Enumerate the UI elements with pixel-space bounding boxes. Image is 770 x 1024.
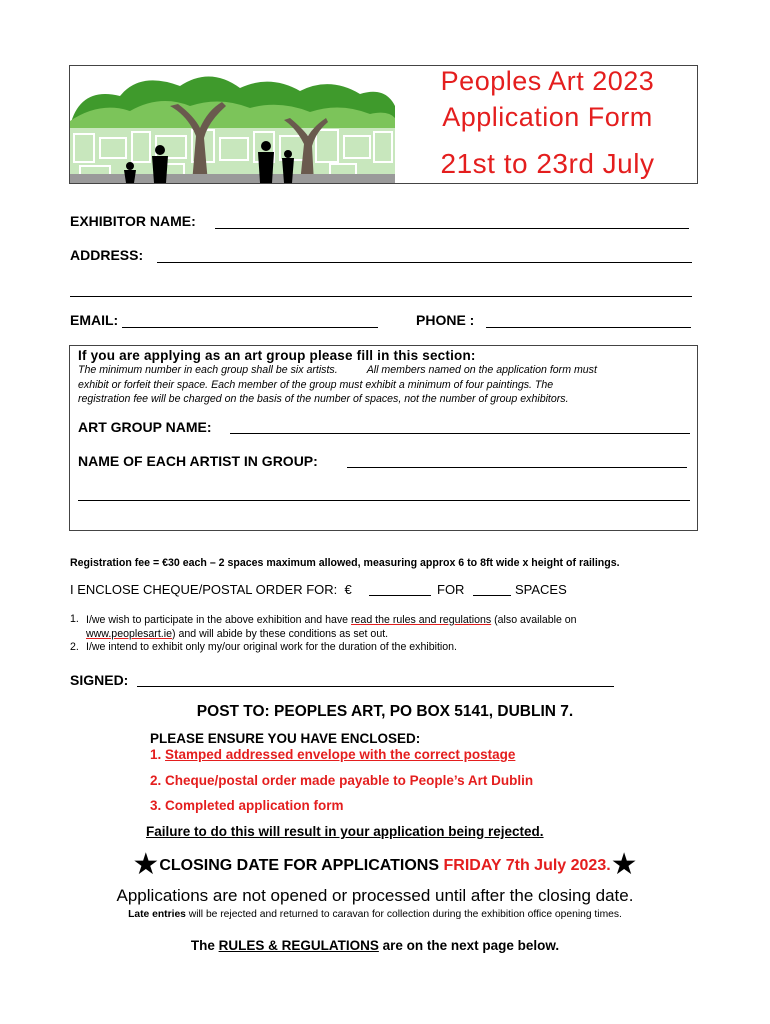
post-to-address: POST TO: PEOPLES ART, PO BOX 5141, DUBLIN 7. xyxy=(196,703,574,720)
email-label: EMAIL: xyxy=(70,312,119,328)
term-1-end: ) and will abide by these conditions as set out. xyxy=(171,628,389,640)
event-dates: 21st to 23rd July xyxy=(440,148,655,179)
enclosed-item-2 xyxy=(150,773,533,788)
art-group-name-label: ART GROUP NAME: xyxy=(78,419,212,435)
spaces-label: SPACES xyxy=(515,582,567,597)
rules-note xyxy=(0,938,750,953)
address-field-line1[interactable] xyxy=(157,262,692,263)
art-group-name-field[interactable] xyxy=(230,433,690,434)
email-field[interactable] xyxy=(122,327,378,328)
exhibitor-name-label: EXHIBITOR NAME: xyxy=(70,213,196,229)
enclosed-item-1-number: 1. xyxy=(150,747,162,762)
rules-note-pre: The xyxy=(190,938,219,953)
term-1-post: (also available on xyxy=(491,614,577,626)
enclosed-item-3-text: Completed application form xyxy=(165,798,344,813)
address-label: ADDRESS: xyxy=(70,247,144,263)
website-link[interactable]: www.peoplesart.ie xyxy=(86,628,172,640)
group-section-heading: If you are applying as an art group please fill in this section: xyxy=(78,348,476,363)
star-icon-right: ★ xyxy=(610,848,638,881)
signature-field[interactable] xyxy=(137,686,614,687)
artists-in-group-field-line1[interactable] xyxy=(347,467,687,468)
closing-date-line xyxy=(0,850,770,880)
banner-illustration xyxy=(70,66,395,183)
for-label: FOR xyxy=(437,582,465,597)
signed-label: SIGNED: xyxy=(70,672,129,688)
rules-link[interactable]: read the rules and regulations xyxy=(351,614,492,626)
star-icon-left: ★ xyxy=(132,848,160,881)
enclosed-item-3 xyxy=(150,798,344,813)
term-1-pre: I/we wish to participate in the above exhibition and have xyxy=(86,614,352,626)
rules-note-post: are on the next page below. xyxy=(378,938,560,953)
form-title-line2: Application Form xyxy=(442,102,653,132)
term-1-text xyxy=(86,613,666,641)
exhibitor-name-field[interactable] xyxy=(215,228,689,229)
closing-note: Applications are not opened or processed until after the closing date. xyxy=(116,886,634,905)
group-note-line2: exhibit or forfeit their space. Each member of the group must exhibit a minimum of four paintings. The xyxy=(78,379,554,391)
enclosed-item-1 xyxy=(150,747,515,762)
enclosed-item-3-number: 3. xyxy=(150,798,162,813)
closing-date-label: CLOSING DATE FOR APPLICATIONS xyxy=(159,857,444,874)
spaces-count-field[interactable] xyxy=(473,595,511,596)
address-field-line2[interactable] xyxy=(70,296,692,297)
registration-fee-text: Registration fee = €30 each – 2 spaces maximum allowed, measuring approx 6 to 8ft wide x height of railings. xyxy=(70,557,620,569)
enclose-label: I ENCLOSE CHEQUE/POSTAL ORDER FOR: € xyxy=(70,582,352,597)
rejection-warning: Failure to do this will result in your application being rejected. xyxy=(146,824,544,839)
form-title-line1: Peoples Art 2023 xyxy=(440,66,655,96)
group-note-line1: The minimum number in each group shall be six artists. All members named on the application form must xyxy=(78,364,597,376)
phone-field[interactable] xyxy=(486,327,691,328)
enclosed-heading: PLEASE ENSURE YOU HAVE ENCLOSED: xyxy=(150,731,421,746)
term-1-number: 1. xyxy=(70,613,79,625)
phone-label: PHONE : xyxy=(416,312,475,328)
term-2-text: I/we intend to exhibit only my/our original work for the duration of the exhibition. xyxy=(86,641,457,653)
late-entries-text: will be rejected and returned to caravan for collection during the exhibition office opening times. xyxy=(185,909,622,920)
late-entries-label: Late entries xyxy=(128,909,186,920)
late-entries-note xyxy=(0,909,750,920)
enclosed-item-1-text: Stamped addressed envelope with the correct postage xyxy=(165,747,516,762)
closing-date-value: FRIDAY 7th July 2023. xyxy=(443,857,611,874)
enclosed-item-2-text: Cheque/postal order made payable to People’s Art Dublin xyxy=(165,773,534,788)
artists-in-group-label: NAME OF EACH ARTIST IN GROUP: xyxy=(78,453,318,469)
group-note-line3: registration fee will be charged on the basis of the number of spaces, not the number of group exhibitors. xyxy=(78,393,569,405)
term-2-number: 2. xyxy=(70,641,79,653)
rules-link-text[interactable]: RULES & REGULATIONS xyxy=(218,938,379,953)
artists-in-group-field-line2[interactable] xyxy=(78,500,690,501)
enclose-amount-field[interactable] xyxy=(369,595,431,596)
enclosed-item-2-number: 2. xyxy=(150,773,162,788)
